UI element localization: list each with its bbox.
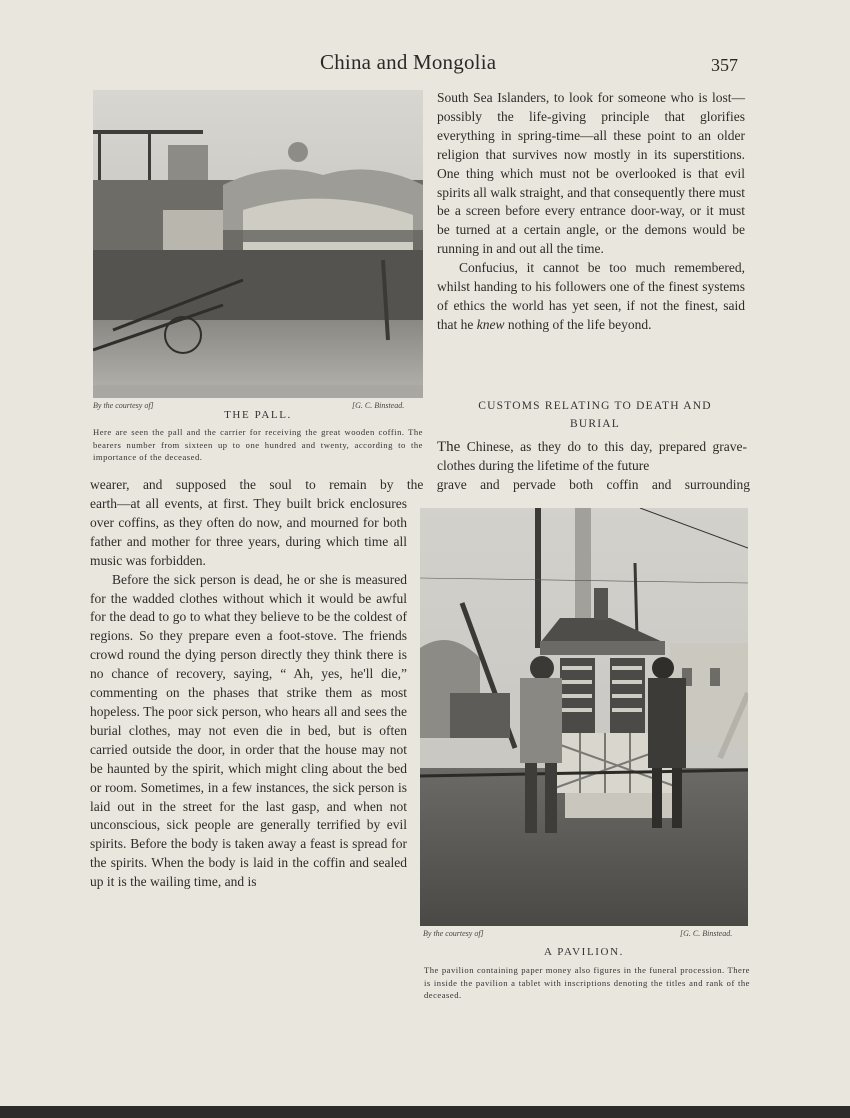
emphasized-word: knew — [476, 316, 505, 332]
pavilion-photograph — [420, 508, 748, 926]
paragraph — [437, 259, 745, 335]
section-opening-text — [437, 438, 747, 476]
scan-edge — [0, 1106, 850, 1118]
section-heading: CUSTOMS RELATING TO DEATH AND BURIAL — [478, 400, 712, 430]
pall-figure-title: THE PALL. — [224, 409, 292, 421]
pall-figure-caption: Here are seen the pall and the carrier for receiving the great wooden coffin. The bearers number from sixteen up to one hundred and twenty, according to the importance of the deceased. — [93, 427, 423, 462]
paragraph-text: wearer, and supposed the soul to remain by the grave and pervade both coffin and surrounding — [90, 477, 750, 492]
right-column-text — [437, 89, 745, 335]
running-title: China and Mongolia — [320, 50, 497, 74]
paragraph: Before the sick person is dead, he or she is measured for the wadded clothes without which it would be awful for the dead to go to what they believe to be the coldest of regions. So they prepare even a foot-stove. The friends crowd round the dying person directly they think there is no chance of recovery, saying, “ Ah, yes, he'll die,” commenting on the phases that strike them as most hopeless. The poor sick person, who hears all and sees the burial clothes, may not even die in bed, but is often carried outside the door, in order that the house may not be haunted by the spirit, which might cling about the bed or room. Sometimes, in a few instances, the sick person is laid out in the street for the last gasp, and when not unconscious, sick people are generally terrified by evil spirits. Before the body is taken away a feast is spread for the spirits. When the body is laid in the coffin and sealed up it is the wailing time, and is — [90, 571, 407, 890]
pavilion-figure-caption: The pavilion containing paper money also figures in the funeral procession. There is inside the pavilion a tablet with inscriptions denoting the titles and rank of the deceased. — [424, 965, 750, 1000]
pavilion-photo-credit-right: [G. C. Binstead. — [680, 929, 733, 938]
full-width-line — [90, 476, 750, 495]
pavilion-figure-title: A PAVILION. — [544, 946, 624, 958]
pavilion-photo-credit-left: By the courtesy of] — [423, 929, 484, 938]
left-column-text — [90, 495, 407, 892]
pall-photo-credit-right: [G. C. Binstead. — [352, 401, 405, 410]
small-caps-lead: The — [437, 439, 461, 455]
paragraph-text: Chinese, as they do to this day, prepared grave-clothes during the lifetime of the future — [437, 439, 747, 473]
paragraph: earth—at all events, at first. They built brick enclosures over coffins, as they often do now, and mourned for both father and mother for three years, during which time all music was forbidden. — [90, 496, 407, 568]
paragraph — [437, 438, 747, 476]
paragraph-text: nothing of the life beyond. — [504, 316, 652, 332]
pall-photograph — [93, 90, 423, 398]
pall-photo-credit-left: By the courtesy of] — [93, 401, 154, 410]
page-number: 357 — [711, 55, 738, 75]
paragraph-text: Confucius, it cannot be too much remembered, whilst handing to his followers one of the finest systems of ethics the world has yet seen, if not the finest, said that he — [437, 260, 745, 332]
paragraph: South Sea Islanders, to look for someone who is lost—possibly the life-giving principle that glorifies everything in spring-time—all these point to an older religion that survives now mostly in its superstitions. One thing which must not be overlooked is that evil spirits all walk straight, and that consequently there must be a screen before every entrance door-way, or it must be turned at a certain angle, or the demons would be running in and out all the time. — [437, 90, 745, 257]
